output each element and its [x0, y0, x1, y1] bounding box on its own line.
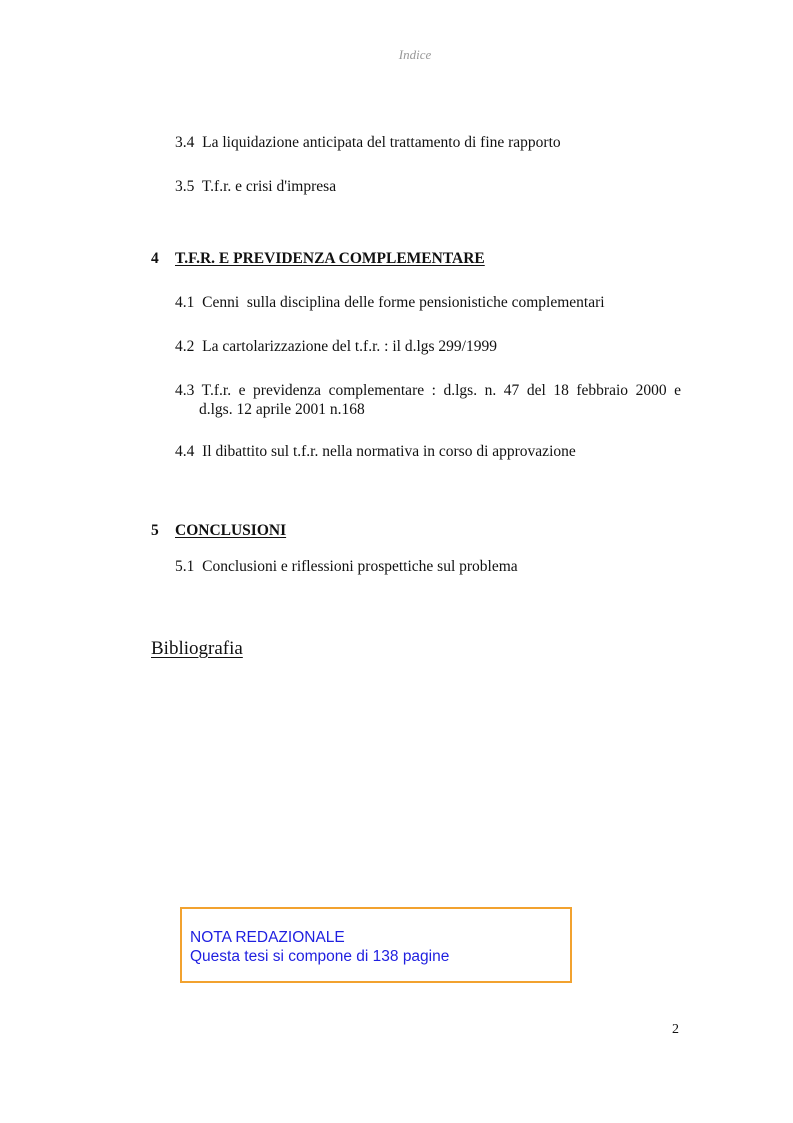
chapter-title: T.F.R. E PREVIDENZA COMPLEMENTARE: [175, 250, 485, 267]
toc-entry-4-3: [175, 381, 681, 419]
toc-entry-number: 4.1: [175, 294, 195, 311]
editorial-note-box: [180, 907, 572, 983]
page-number: 2: [672, 1022, 679, 1037]
toc-entry-3-5: [175, 177, 336, 196]
toc-entry-4-2: [175, 337, 497, 356]
chapter-number: 4: [151, 250, 159, 267]
toc-entry-text-line-2: d.lgs. 12 aprile 2001 n.168: [199, 401, 365, 418]
chapter-number: 5: [151, 522, 159, 539]
toc-entry-3-4: [175, 133, 561, 152]
toc-entry-text: Il dibattito sul t.f.r. nella normativa in corso di approvazione: [202, 443, 576, 460]
toc-entry-number: 4.2: [175, 338, 195, 355]
toc-chapter-5: [151, 522, 451, 542]
toc-bibliography: Bibliografia: [151, 638, 243, 659]
toc-entry-number: 3.4: [175, 134, 195, 151]
chapter-title: CONCLUSIONI: [175, 522, 287, 539]
running-header: Indice: [398, 47, 432, 62]
toc-entry-text: Conclusioni e riflessioni prospettiche sul problema: [202, 558, 518, 575]
toc-entry-4-4: [175, 442, 576, 461]
toc-entry-line-1: [175, 381, 681, 400]
toc-entry-text: La cartolarizzazione del t.f.r. : il d.lgs 299/1999: [202, 338, 497, 355]
toc-entry-4-1: [175, 293, 605, 312]
toc-entry-text: Cenni sulla disciplina delle forme pensionistiche complementari: [202, 294, 605, 311]
toc-entry-number: 5.1: [175, 558, 195, 575]
toc-entry-number: 3.5: [175, 178, 195, 195]
toc-entry-text-line-1: T.f.r. e previdenza complementare : d.lgs. n. 47 del 18 febbraio 2000 e: [201, 382, 681, 399]
toc-entry-5-1: [175, 557, 518, 576]
toc-entry-number: 4.3: [175, 382, 195, 399]
toc-chapter-4: [151, 250, 551, 270]
note-title: NOTA REDAZIONALE: [190, 929, 345, 946]
note-text: Questa tesi si compone di 138 pagine: [190, 948, 450, 965]
toc-entry-number: 4.4: [175, 443, 195, 460]
toc-entry-text: T.f.r. e crisi d'impresa: [201, 178, 337, 195]
toc-entry-text: La liquidazione anticipata del trattamento di fine rapporto: [202, 134, 561, 151]
